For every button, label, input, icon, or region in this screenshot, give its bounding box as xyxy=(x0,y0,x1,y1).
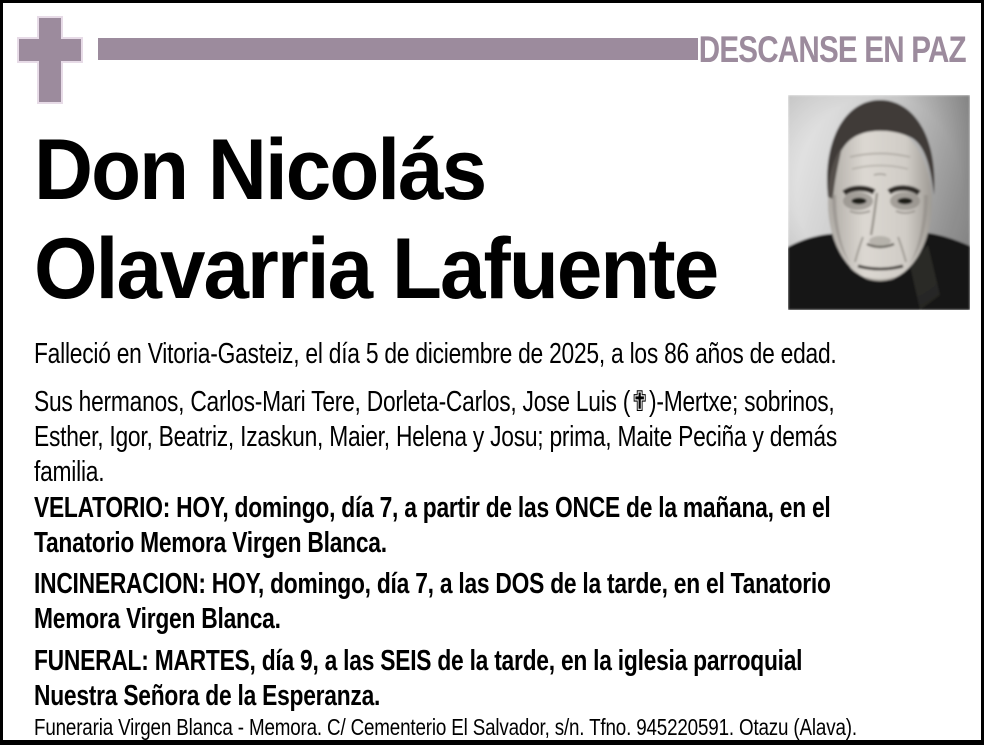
text-line: Tanatorio Memora Virgen Blanca. xyxy=(34,527,387,559)
text-line: familia. xyxy=(34,456,105,488)
text-line: INCINERACION: HOY, domingo, día 7, a las DOS de la tarde, en el Tanatorio xyxy=(34,568,831,600)
rip-banner: DESCANSE EN PAZ xyxy=(698,29,966,70)
deceased-name-line: Don Nicolás xyxy=(34,122,486,218)
funeral-paragraph xyxy=(34,644,970,714)
text-line: Falleció en Vitoria-Gasteiz, el día 5 de diciembre de 2025, a los 86 años de edad. xyxy=(34,338,837,370)
deceased-name xyxy=(34,121,717,319)
family-paragraph xyxy=(34,385,970,490)
header-rule xyxy=(98,38,698,60)
portrait-photo xyxy=(788,95,970,310)
text-line: FUNERAL: MARTES, día 9, a las SEIS de la tarde, en la iglesia parroquial xyxy=(34,645,803,677)
text-line: Sus hermanos, Carlos-Mari Tere, Dorleta-Carlos, Jose Luis (✟)-Mertxe; sobrinos, xyxy=(34,386,835,418)
incineracion-paragraph xyxy=(34,567,970,637)
velatorio-paragraph xyxy=(34,491,970,561)
death-notice-line xyxy=(34,337,970,372)
text-line: Nuestra Señora de la Esperanza. xyxy=(34,680,381,712)
deceased-name-line: Olavarria Lafuente xyxy=(34,221,718,317)
text-line: Memora Virgen Blanca. xyxy=(34,603,281,635)
memorial-cross-icon xyxy=(17,16,83,109)
funeral-home-line: Funeraria Virgen Blanca - Memora. C/ Cementerio El Salvador, s/n. Tfno. 945220591. Otazu (Alava). xyxy=(34,714,857,740)
text-line: VELATORIO: HOY, domingo, día 7, a partir de las ONCE de la mañana, en el xyxy=(34,492,831,524)
text-line: Esther, Igor, Beatriz, Izaskun, Maier, Helena y Josu; prima, Maite Peciña y demás xyxy=(34,421,837,453)
